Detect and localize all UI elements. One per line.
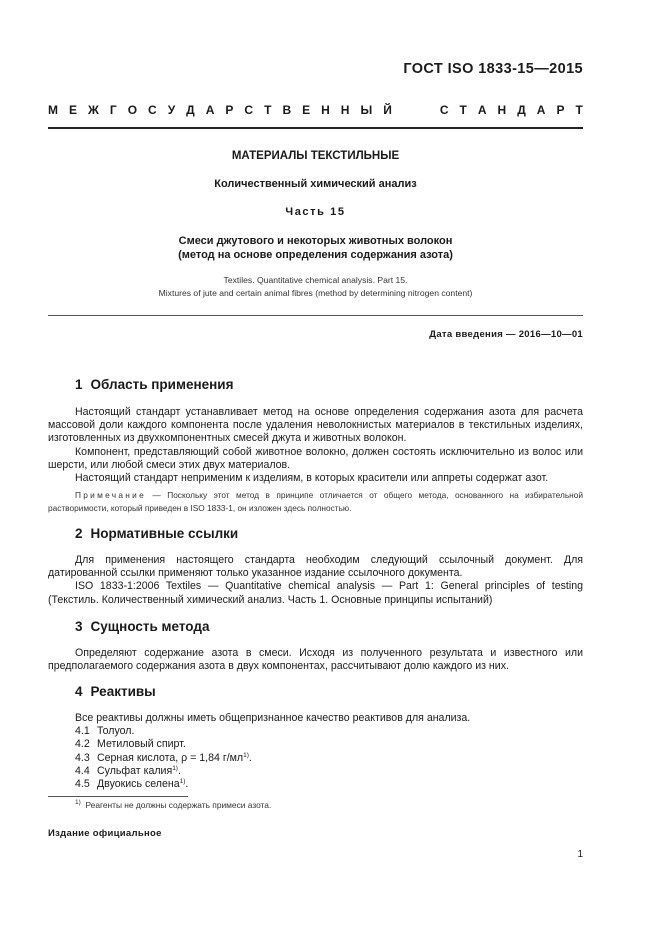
heading-letter: А <box>477 103 487 117</box>
footnote-mark: 1) <box>75 799 81 806</box>
section-3-heading <box>75 619 209 634</box>
heading-letter: Ы <box>360 103 373 117</box>
section-number: 2 <box>75 526 83 541</box>
section-4-heading <box>75 684 156 699</box>
heading-letter: С <box>148 103 157 117</box>
footnote-text: Реагенты не должны содержать примеси азота. <box>85 800 272 810</box>
note-label: Примечание <box>75 490 147 500</box>
section-title: Область применения <box>90 377 234 392</box>
section-number: 1 <box>75 377 83 392</box>
heading-letter: Й <box>383 103 392 117</box>
section-2-body <box>48 554 583 607</box>
reagent-item <box>75 738 470 751</box>
title-subject <box>48 234 583 262</box>
introduction-date: Дата введения — 2016—10—01 <box>429 329 583 340</box>
section-1-note <box>48 489 583 515</box>
reagent-number: 4.1 <box>75 725 90 738</box>
heading-letter: Т <box>459 103 467 117</box>
title-english-line1: Textiles. Quantitative chemical analysis. Part 15. <box>223 275 408 285</box>
heading-letter: Г <box>109 103 117 117</box>
reagent-text: Метиловый спирт. <box>97 738 186 751</box>
section-title: Реактивы <box>90 684 156 699</box>
heading-letter: М <box>48 103 58 117</box>
footnote-ref: 1) <box>172 764 178 772</box>
paragraph: Определяют содержание азота в смеси. Исходя из полученного результата и известного или предполагаемого содержания азота в двух компонентах, рассчитывают долю каждого из них. <box>48 647 583 673</box>
footnote <box>75 800 271 810</box>
reagent-punct: . <box>185 778 189 791</box>
section-number: 4 <box>75 684 83 699</box>
title-english <box>48 274 583 300</box>
reagent-text: Сульфат калия <box>97 764 173 777</box>
reagent-number: 4.4 <box>75 764 90 777</box>
heading-letter: Р <box>225 103 234 117</box>
paragraph: Для применения настоящего стандарта необходим следующий ссылочный документ. Для датированной ссылки применяют только указанное издание ссылочного документа. <box>48 554 583 580</box>
reagent-punct: . <box>248 751 252 764</box>
heading-letter: Ж <box>88 103 99 117</box>
note-text: — Поскольку этот метод в принципе отличается от общего метода, основанного на избирательной растворимости, который приведен в ISO 1833-1, он изложен здесь полностью. <box>48 490 583 513</box>
reagent-text: Двуокись селена <box>97 778 180 791</box>
reagent-punct: . <box>177 764 181 777</box>
paragraph: ISO 1833-1:2006 Textiles — Quantitative chemical analysis — Part 1: General principles of testing (Текстиль. Количественный химический анализ. Часть 1. Основные принципы испытаний) <box>48 580 583 606</box>
heading-letter: Н <box>340 103 350 117</box>
footnote-ref: 1) <box>179 778 186 786</box>
word-gap <box>403 103 429 117</box>
title-subject-line1: Смеси джутового и некоторых животных волокон <box>178 235 453 247</box>
heading-letter: Р <box>556 103 565 117</box>
section-title: Нормативные ссылки <box>90 526 239 541</box>
section-number: 3 <box>75 619 83 634</box>
section-3-body <box>48 647 583 673</box>
title-part: Часть 15 <box>285 206 346 218</box>
heading-letter: Н <box>321 103 330 117</box>
reagent-text: Толуол. <box>97 725 135 738</box>
reagent-item <box>75 778 470 791</box>
section-4-body <box>75 712 470 791</box>
paragraph: Настоящий стандарт устанавливает метод на основе определения содержания азота для расчета массовой доли каждого компонента после удаления неволокнистых материалов в текстильных изделиях, изготовленных из двухкомпонентных смесей джута и животных волокон. <box>48 406 583 445</box>
heading-letter: Д <box>186 103 195 117</box>
page-number: 1 <box>577 849 583 860</box>
heading-letter: С <box>244 103 254 117</box>
heading-letter: Е <box>69 103 78 117</box>
standard-designation: ГОСТ ISO 1833-15—2015 <box>403 61 583 77</box>
section-2-heading <box>75 526 238 541</box>
title-divider <box>48 315 583 316</box>
reagent-item <box>75 752 470 765</box>
header-divider <box>48 127 583 129</box>
paragraph: Настоящий стандарт неприменим к изделиям, в которых красители или аппреты содержат азот. <box>75 472 549 485</box>
heading-letter: Т <box>575 103 583 117</box>
reagents-intro: Все реактивы должны иметь общепризнанное качество реактивов для анализа. <box>75 712 471 724</box>
reagent-list <box>75 725 470 791</box>
heading-letter: Е <box>302 103 311 117</box>
heading-letter: Т <box>264 103 272 117</box>
footnote-ref: 1) <box>243 751 249 759</box>
paragraph: Компонент, представляющий собой животное волокно, должен состоять исключительно из волос или шерсти, или любой смеси этих двух материалов. <box>48 445 583 471</box>
reagent-text: Серная кислота, ρ = 1,84 г/мл <box>97 751 244 764</box>
footnote-divider <box>48 796 188 797</box>
title-subject-line2: (метод на основе определения содержания азота) <box>178 249 453 261</box>
section-title: Сущность метода <box>90 619 210 634</box>
heading-letter: Н <box>497 103 507 117</box>
standard-type-heading <box>48 103 583 117</box>
title-sub: Количественный химический анализ <box>214 178 417 190</box>
heading-letter: В <box>282 103 292 117</box>
heading-letter: А <box>536 103 546 117</box>
reagent-number: 4.2 <box>75 738 90 751</box>
heading-letter: У <box>167 103 176 117</box>
heading-letter: Д <box>517 103 526 117</box>
heading-letter: О <box>127 103 138 117</box>
reagent-item <box>75 765 470 778</box>
reagent-number: 4.5 <box>75 778 90 791</box>
heading-letter: С <box>439 103 449 117</box>
section-1-body <box>48 406 583 485</box>
reagent-item <box>75 725 470 738</box>
reagent-number: 4.3 <box>75 751 90 764</box>
heading-letter: А <box>205 103 215 117</box>
section-1-heading <box>75 377 233 392</box>
title-main: МАТЕРИАЛЫ ТЕКСТИЛЬНЫЕ <box>231 150 400 162</box>
edition-label: Издание официальное <box>48 828 162 839</box>
title-english-line2: Mixtures of jute and certain animal fibres (method by determining nitrogen content) <box>158 288 473 298</box>
